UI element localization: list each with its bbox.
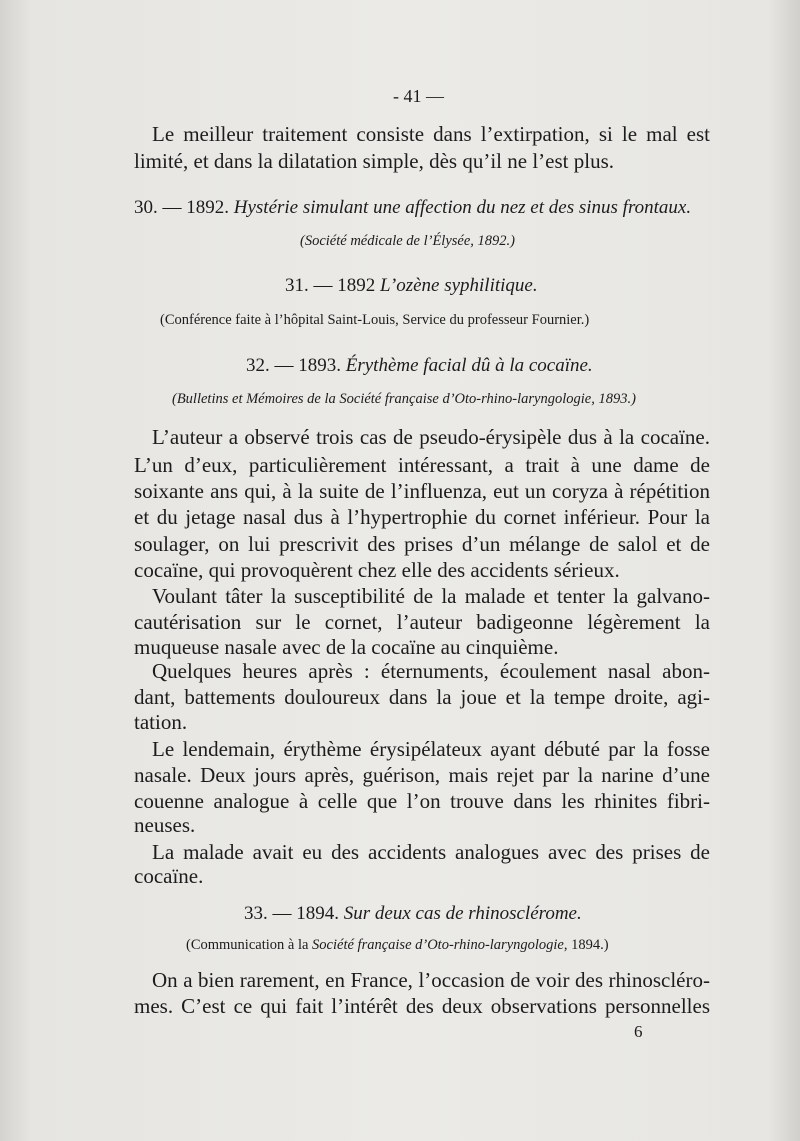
text-line: Le lendemain, érythème érysipélateux ayant débuté par la fosse (152, 737, 710, 761)
text-line: neuses. (134, 813, 196, 837)
text-line: La malade avait eu des accidents analogues avec des prises de (152, 840, 710, 864)
text-line: et du jetage nasal dus à l’hypertrophie du cornet inférieur. Pour la (134, 505, 710, 529)
text-line: muqueuse nasale avec de la cocaïne au cinquième. (134, 635, 559, 659)
entry-title: Sur deux cas de rhinosclérome. (343, 903, 582, 924)
note-text: (Communication à la (186, 937, 313, 953)
text-line: tation. (134, 710, 188, 734)
text-line: cocaïne. (134, 864, 204, 888)
entry-title: L’ozène syphilitique. (380, 275, 538, 296)
page-number: - 41 — (393, 86, 444, 106)
note-text: , 1894.) (563, 937, 609, 953)
text-line: L’un d’eux, particulièrement intéressant, a trait à une dame de (134, 453, 710, 477)
entry-number: 33. — 1894. (244, 903, 339, 924)
entry-note-33 (186, 937, 609, 954)
entry-heading-33 (244, 903, 582, 925)
entry-title: Érythème facial dû à la cocaïne. (345, 355, 593, 376)
entry-heading-32 (246, 355, 593, 377)
text-line: On a bien rarement, en France, l’occasion de voir des rhinoscléro- (152, 968, 710, 992)
text-line: cautérisation sur le cornet, l’auteur badigeonne légèrement la (134, 610, 710, 634)
text-line: L’auteur a observé trois cas de pseudo-érysipèle dus à la cocaïne. (152, 425, 710, 449)
entry-heading-31 (285, 275, 538, 297)
entry-number: 31. — 1892 (285, 275, 376, 296)
entry-note-31: (Conférence faite à l’hôpital Saint-Louis, Service du professeur Fournier.) (160, 312, 590, 328)
text-line: nasale. Deux jours après, guérison, mais rejet par la narine d’une (134, 763, 710, 787)
entry-number: 30. — 1892. (134, 197, 229, 218)
entry-note-30: (Société médicale de l’Élysée, 1892.) (300, 233, 515, 249)
text-line: Le meilleur traitement consiste dans l’extirpation, si le mal est (152, 122, 710, 146)
text-line: Quelques heures après : éternuments, écoulement nasal abon- (152, 659, 710, 683)
text-line: limité, et dans la dilatation simple, dès qu’il ne l’est plus. (134, 149, 614, 173)
signature-mark: 6 (634, 1022, 643, 1041)
note-journal: Société française d’Oto-rhino-laryngologie (312, 937, 564, 953)
entry-title: Hystérie simulant une affection du nez et des sinus frontaux. (233, 197, 692, 218)
text-line: couenne analogue à celle que l’on trouve dans les rhinites fibri- (134, 789, 710, 813)
text-line: cocaïne, qui provoquèrent chez elle des accidents sérieux. (134, 558, 620, 582)
entry-number: 32. — 1893. (246, 355, 341, 376)
text-line: soixante ans qui, à la suite de l’influenza, eut un coryza à répétition (134, 479, 710, 503)
text-line: soulager, on lui prescrivit des prises d’un mélange de salol et de (134, 532, 710, 556)
text-line: Voulant tâter la susceptibilité de la malade et tenter la galvano- (152, 584, 710, 608)
entry-heading-30 (134, 197, 691, 219)
entry-note-32: (Bulletins et Mémoires de la Société française d’Oto-rhino-laryngologie, 1893.) (172, 391, 636, 407)
text-line: dant, battements douloureux dans la joue et la tempe droite, agi- (134, 685, 710, 709)
text-line: mes. C’est ce qui fait l’intérêt des deux observations personnelles (134, 994, 710, 1018)
